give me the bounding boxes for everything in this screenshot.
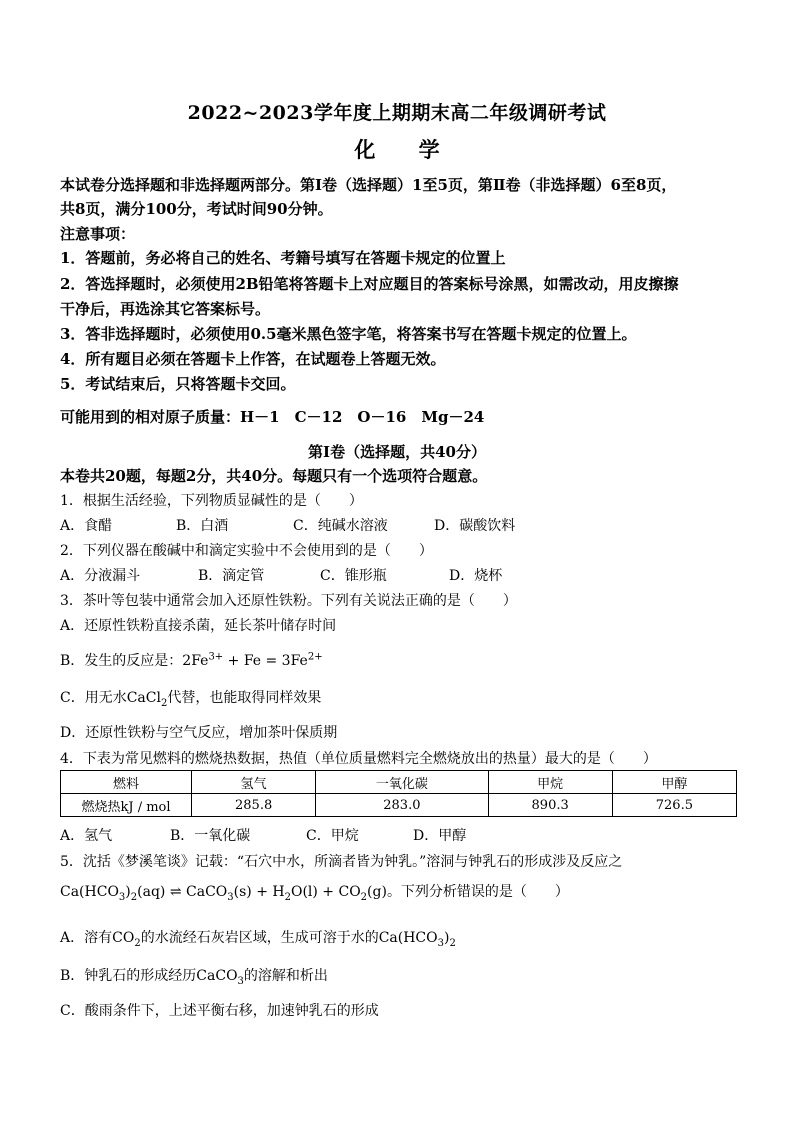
q5-stem: 5．沈括《梦溪笔谈》记载：“石穴中水，所滴者皆为钟乳。”溶洞与钟乳石的形成涉及反应之 [60, 854, 623, 870]
notes-item-3: 3．答非选择题时，必须使用0.5毫米黑色签字笔，将答案书写在答题卡规定的位置上。 [60, 325, 637, 343]
q1-option-b: B．白酒 [176, 518, 229, 534]
q3-option-c-label: C．用无水 [60, 690, 127, 706]
exam-subject: 化 学 [354, 137, 458, 162]
table-cell: 726.5 [612, 794, 736, 817]
table-cell: 285.8 [192, 794, 316, 817]
q5-stem-tail: 。下列分析错误的是（ ） [386, 884, 569, 900]
table-header-cell: 燃料 [61, 771, 192, 794]
q3-option-c-formula: CaCl$_2$ [126, 690, 168, 709]
q1-option-a: A．食醋 [60, 518, 113, 534]
q5-option-b-formula: CaCO$_3$ [196, 968, 244, 987]
atomic-mass-line: 可能用到的相对原子质量：H－1 C－12 O－16 Mg－24 [60, 408, 485, 426]
section-instruction: 本卷共20题，每题2分，共40分。每题只有一个选项符合题意。 [60, 467, 488, 485]
intro-line-1: 本试卷分选择题和非选择题两部分。第Ⅰ卷（选择题）1至5页，第Ⅱ卷（非选择题）6至8页， [60, 176, 677, 194]
q5-option-a [60, 927, 740, 949]
q4-option-a: A．氢气 [60, 828, 113, 844]
notes-item-2-cont: 干净后，再选涂其它答案标号。 [60, 300, 271, 318]
q3-stem: 3．茶叶等包装中通常会加入还原性铁粉。下列有关说法正确的是（ ） [60, 593, 517, 609]
q4-option-c: C．甲烷 [306, 828, 359, 844]
q1-option-c: C．纯碱水溶液 [293, 518, 388, 534]
table-cell: 燃烧热kJ / mol [61, 794, 192, 817]
section-heading: 第Ⅰ卷（选择题，共40分） [308, 443, 486, 461]
exam-title: 2022~2023学年度上期期末高二年级调研考试 [187, 102, 607, 124]
q5-option-a-formula-2: $Ca(HCO_3)_2$ [378, 930, 456, 949]
q5-option-b-text: 的溶解和析出 [243, 968, 328, 984]
q3-option-d: D．还原性铁粉与空气反应，增加茶叶保质期 [60, 725, 338, 741]
q3-option-b-equation: $2Fe^{3+} + Fe = 3Fe^{2+}$ [182, 651, 323, 669]
q5-option-b [60, 965, 740, 987]
q2-option-a: A．分液漏斗 [60, 568, 141, 584]
q5-option-b-label: B．钟乳石的形成经历 [60, 968, 197, 984]
q3-option-b [60, 650, 740, 670]
notes-heading: 注意事项： [60, 225, 136, 243]
q5-equation: $Ca(HCO_3)_2(aq)$ ⇌ CaCO$_3$(s) + $H_2O(l) + CO_2(g)$ [60, 884, 387, 903]
intro-line-2: 共8页，满分100分，考试时间90分钟。 [60, 200, 333, 218]
q5-option-a-label: A．溶有 [60, 930, 113, 946]
q1-stem: 1．根据生活经验，下列物质显碱性的是（ ） [60, 493, 363, 509]
table-header-cell: 一氧化碳 [316, 771, 488, 794]
table-header-cell: 甲醇 [612, 771, 736, 794]
q3-option-b-label: B．发生的反应是： [60, 653, 183, 669]
q5-option-a-text: 的水流经石灰岩区域，生成可溶于水的 [140, 930, 379, 946]
q2-stem: 2．下列仪器在酸碱中和滴定实验中不会使用到的是（ ） [60, 543, 433, 559]
q3-option-c [60, 687, 740, 709]
q4-stem: 4．下表为常见燃料的燃烧热数据，热值（单位质量燃料完全燃烧放出的热量）最大的是（ ） [60, 751, 657, 767]
table-cell: 890.3 [488, 794, 612, 817]
notes-item-1: 1．答题前，务必将自己的姓名、考籍号填写在答题卡规定的位置上 [60, 249, 506, 267]
q3-option-c-text: 代替，也能取得同样效果 [167, 690, 322, 706]
q2-option-c: C．锥形瓶 [320, 568, 387, 584]
q4-option-d: D．甲醇 [413, 828, 467, 844]
q3-option-a: A．还原性铁粉直接杀菌，延长茶叶储存时间 [60, 618, 337, 634]
q2-option-b: B．滴定管 [198, 568, 265, 584]
q5-option-c: C．酸雨条件下，上述平衡右移，加速钟乳石的形成 [60, 1003, 379, 1019]
table-header-cell: 氢气 [192, 771, 316, 794]
notes-item-2: 2．答选择题时，必须使用2B铅笔将答题卡上对应题目的答案标号涂黑，如需改动，用皮擦擦 [60, 275, 679, 293]
notes-item-5: 5．考试结束后，只将答题卡交回。 [60, 375, 296, 393]
q4-option-b: B．一氧化碳 [170, 828, 251, 844]
table-row [61, 794, 737, 817]
fuel-table [60, 770, 737, 817]
table-cell: 283.0 [316, 794, 488, 817]
q2-option-d: D．烧杯 [449, 568, 503, 584]
notes-item-4: 4．所有题目必须在答题卡上作答，在试题卷上答题无效。 [60, 350, 446, 368]
q1-option-d: D．碳酸饮料 [434, 518, 516, 534]
table-row [61, 771, 737, 794]
q5-option-a-formula: $CO_2$ [112, 930, 141, 949]
table-header-cell: 甲烷 [488, 771, 612, 794]
q5-equation-line [60, 881, 740, 903]
